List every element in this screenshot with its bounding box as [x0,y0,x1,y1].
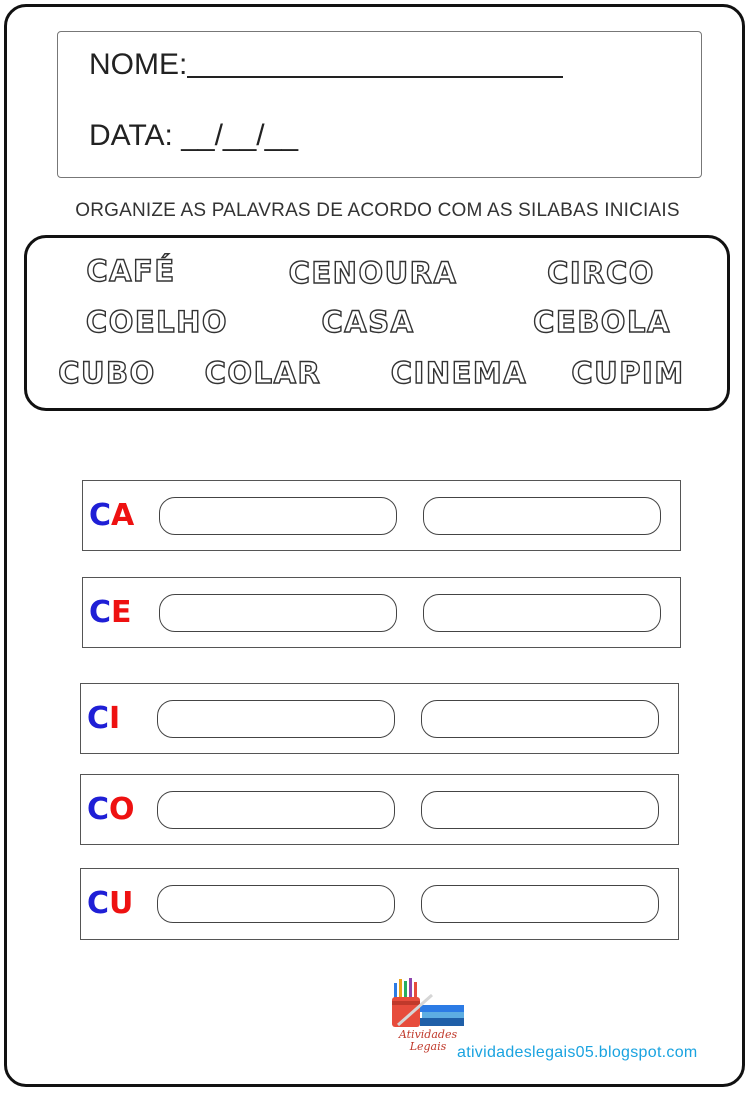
syllable-row-co [80,774,679,845]
word-bank-word[interactable]: CUBO [58,356,156,390]
name-label: NOME: [89,48,188,81]
instruction-text: ORGANIZE AS PALAVRAS DE ACORDO COM AS SILABAS INICIAIS [75,200,680,221]
logo-text-line2: Legais [409,1040,447,1053]
answer-field[interactable] [159,594,397,632]
answer-field[interactable] [421,700,659,738]
syllable-vowel: E [111,594,132,630]
word-bank-word[interactable]: CIRCO [547,256,655,290]
word-bank-word[interactable]: COLAR [204,356,322,390]
syllable-label [89,497,135,533]
syllable-consonant: C [87,886,110,921]
word-bank-word[interactable]: CASA [321,305,415,339]
answer-field[interactable] [157,791,395,829]
syllable-row-ca [82,480,681,551]
answer-field[interactable] [423,594,661,632]
word-bank-box [24,235,730,411]
answer-field[interactable] [157,700,395,738]
word-bank-word[interactable]: CUPIM [571,356,685,390]
answer-field[interactable] [421,791,659,829]
answer-field[interactable] [157,885,395,923]
syllable-row-cu [80,868,679,940]
answer-field[interactable] [159,497,397,535]
syllable-label [87,700,121,736]
website-link[interactable]: atividadeslegais05.blogspot.com [457,1044,698,1061]
word-bank-word[interactable]: CENOURA [288,256,458,290]
syllable-label [87,886,134,921]
syllable-vowel: U [109,886,134,921]
word-bank-word[interactable]: CAFÉ [86,254,176,288]
name-blank[interactable] [187,46,563,78]
syllable-label [89,594,132,630]
syllable-vowel: I [109,700,121,736]
pencil-cup-and-books-icon [386,975,470,1033]
word-bank-word[interactable]: COELHO [85,305,229,339]
syllable-vowel: A [111,497,135,533]
logo-text-line1: Atividades [398,1028,458,1041]
word-bank-word[interactable]: CINEMA [390,356,528,390]
word-bank-word[interactable]: CEBOLA [533,305,671,339]
syllable-consonant: C [89,497,112,533]
syllable-row-ce [82,577,681,648]
syllable-label [87,791,135,827]
syllable-row-ci [80,683,679,754]
answer-field[interactable] [423,497,661,535]
syllable-consonant: C [87,791,110,827]
header-box [57,31,702,178]
name-line [89,46,563,82]
syllable-consonant: C [89,594,112,630]
syllable-vowel: O [109,791,135,827]
date-line[interactable]: DATA: __/__/__ [89,119,299,152]
answer-field[interactable] [421,885,659,923]
syllable-consonant: C [87,700,110,736]
